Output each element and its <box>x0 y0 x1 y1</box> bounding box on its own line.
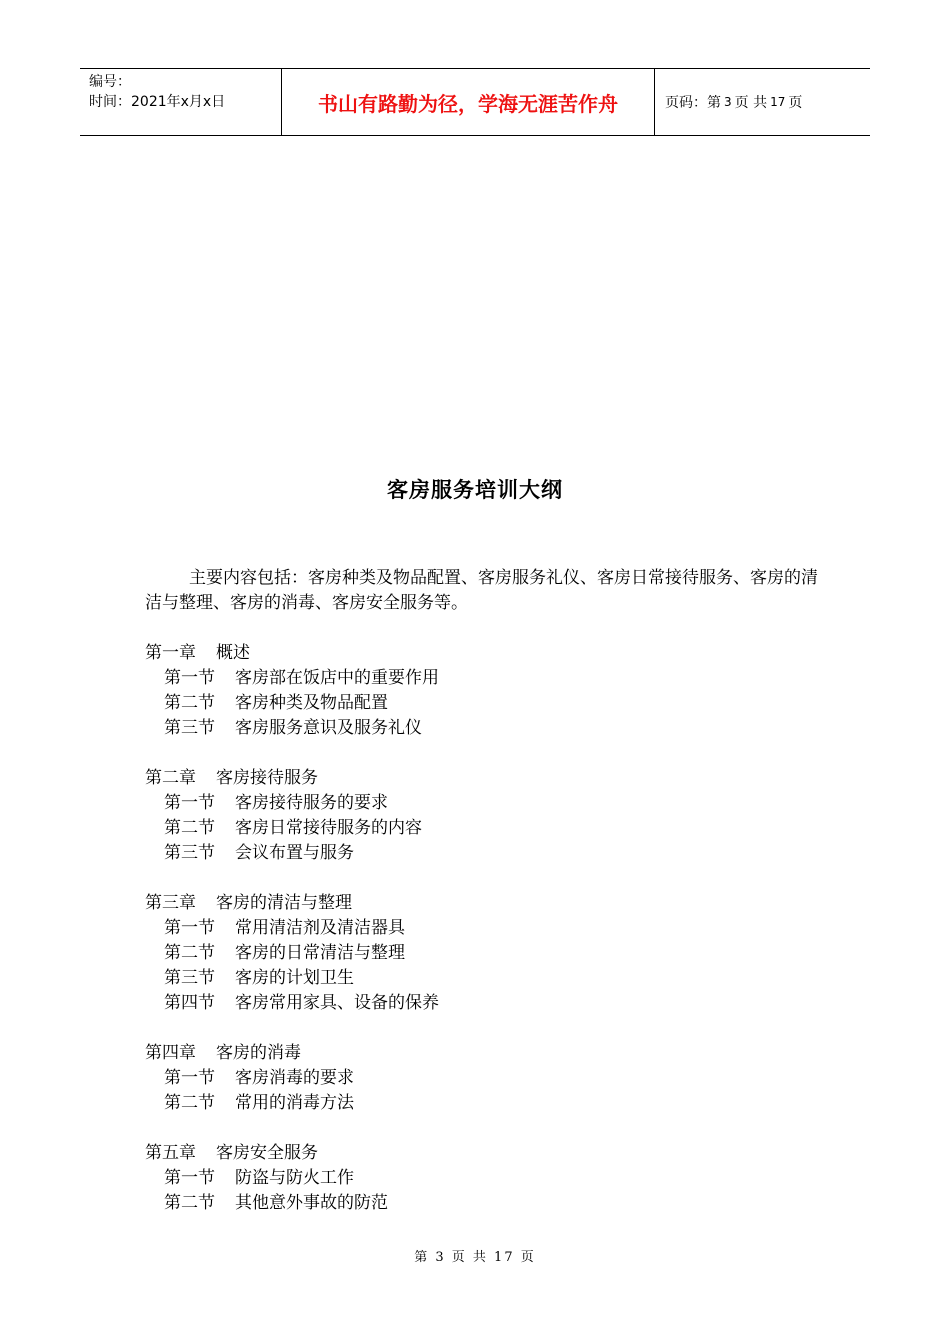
section-item <box>145 791 825 816</box>
section-label: 第三节 <box>164 718 215 738</box>
header-motto: 书山有路勤为径，学海无涯苦作舟 <box>282 69 655 135</box>
intro-paragraph <box>145 566 825 616</box>
document-number-label: 编号： <box>89 74 131 90</box>
chapter-label: 第一章 <box>145 643 196 663</box>
header-info-cell <box>80 69 282 135</box>
page-suffix: 页 <box>788 95 803 111</box>
section-name: 客房服务意识及服务礼仪 <box>235 718 422 738</box>
chapter-name: 客房的消毒 <box>216 1043 301 1063</box>
chapter-name: 客房安全服务 <box>216 1143 318 1163</box>
section-label: 第一节 <box>164 1068 215 1088</box>
page-footer: 第 3 页 共 17 页 <box>414 1250 536 1265</box>
chapter-title <box>145 641 825 666</box>
section-item <box>145 991 825 1016</box>
section-name: 客房日常接待服务的内容 <box>235 818 422 838</box>
section-item <box>145 1166 825 1191</box>
section-item <box>145 691 825 716</box>
chapter-title <box>145 1141 825 1166</box>
section-label: 第二节 <box>164 1093 215 1113</box>
chapter-name: 概述 <box>216 643 250 663</box>
chapter <box>145 1141 825 1216</box>
section-item <box>145 1191 825 1216</box>
chapter-label: 第五章 <box>145 1143 196 1163</box>
page-header <box>80 68 870 136</box>
chapter-label: 第二章 <box>145 768 196 788</box>
section-label: 第一节 <box>164 668 215 688</box>
document-body <box>145 566 825 1216</box>
section-item <box>145 716 825 741</box>
section-label: 第二节 <box>164 818 215 838</box>
page-mid: 页 共 <box>734 95 768 111</box>
section-label: 第二节 <box>164 693 215 713</box>
chapter <box>145 766 825 866</box>
chapter-name: 客房的清洁与整理 <box>216 893 352 913</box>
section-item <box>145 816 825 841</box>
section-name: 客房的计划卫生 <box>235 968 354 988</box>
section-name: 客房种类及物品配置 <box>235 693 388 713</box>
section-name: 会议布置与服务 <box>235 843 354 863</box>
section-name: 客房常用家具、设备的保养 <box>235 993 439 1013</box>
section-name: 客房部在饭店中的重要作用 <box>235 668 439 688</box>
page-prefix: 页码：第 <box>665 95 721 111</box>
section-label: 第一节 <box>164 918 215 938</box>
section-item <box>145 916 825 941</box>
section-item <box>145 1066 825 1091</box>
page-current: 3 <box>724 95 732 109</box>
chapter-label: 第三章 <box>145 893 196 913</box>
section-name: 客房接待服务的要求 <box>235 793 388 813</box>
section-label: 第一节 <box>164 793 215 813</box>
chapter-title <box>145 766 825 791</box>
chapter-title <box>145 1041 825 1066</box>
section-name: 防盗与防火工作 <box>235 1168 354 1188</box>
chapter-name: 客房接待服务 <box>216 768 318 788</box>
section-item <box>145 966 825 991</box>
section-label: 第二节 <box>164 943 215 963</box>
section-label: 第二节 <box>164 1193 215 1213</box>
section-item <box>145 841 825 866</box>
section-name: 客房消毒的要求 <box>235 1068 354 1088</box>
chapter-label: 第四章 <box>145 1043 196 1063</box>
header-page-info <box>655 69 870 135</box>
section-label: 第一节 <box>164 1168 215 1188</box>
section-label: 第三节 <box>164 968 215 988</box>
section-item <box>145 666 825 691</box>
page-total: 17 <box>770 95 786 109</box>
section-item <box>145 941 825 966</box>
section-name: 常用的消毒方法 <box>235 1093 354 1113</box>
section-name: 客房的日常清洁与整理 <box>235 943 405 963</box>
intro-text: 主要内容包括：客房种类及物品配置、客房服务礼仪、客房日常接待服务、客房的清洁与整理、客房的消毒、客房安全服务等。 <box>145 568 818 613</box>
chapter <box>145 641 825 741</box>
chapter <box>145 891 825 1016</box>
section-label: 第四节 <box>164 993 215 1013</box>
document-title: 客房服务培训大纲 <box>387 477 563 502</box>
chapter-list <box>145 641 825 1216</box>
section-label: 第三节 <box>164 843 215 863</box>
section-name: 常用清洁剂及清洁器具 <box>235 918 405 938</box>
section-item <box>145 1091 825 1116</box>
document-date: 时间：2021年x月x日 <box>89 94 226 110</box>
section-name: 其他意外事故的防范 <box>235 1193 388 1213</box>
chapter-title <box>145 891 825 916</box>
chapter <box>145 1041 825 1116</box>
